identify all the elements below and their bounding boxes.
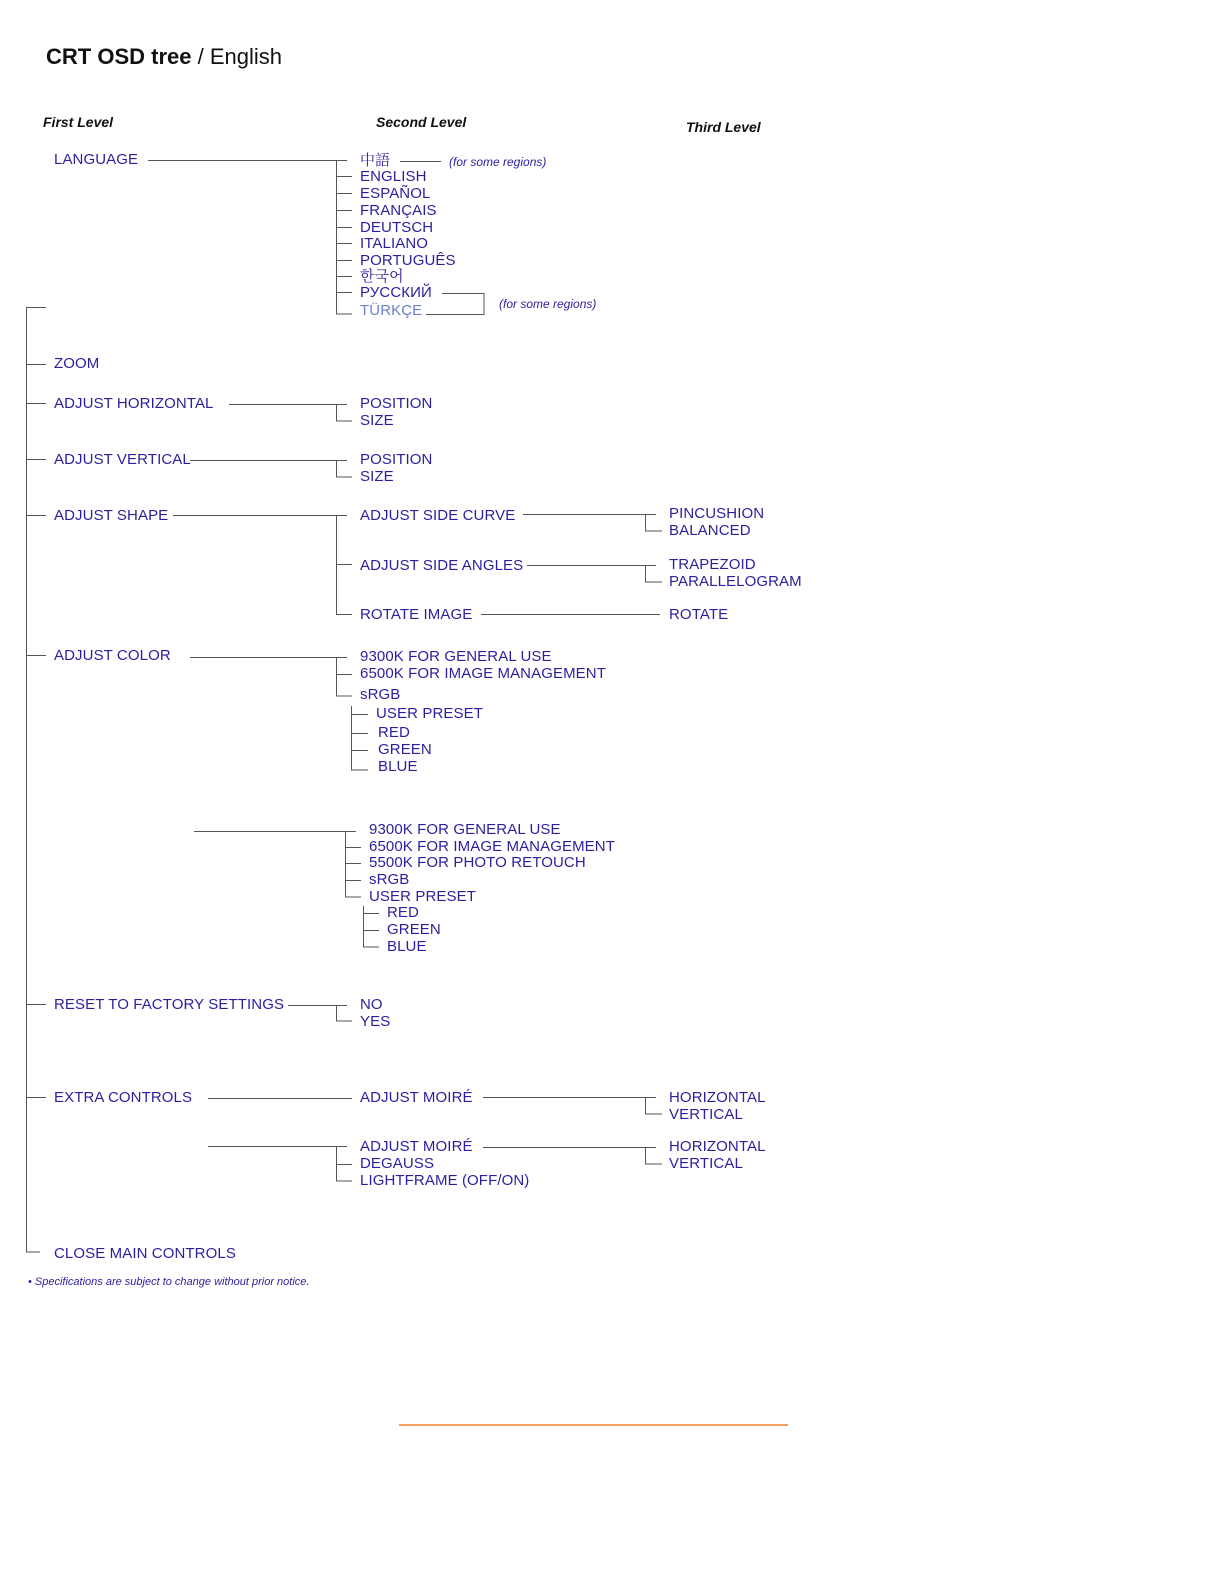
header-first-level: First Level <box>43 114 114 130</box>
color-alt-green[interactable]: GREEN <box>387 921 441 938</box>
lang-english[interactable]: ENGLISH <box>360 168 427 185</box>
menu-language[interactable]: LANGUAGE <box>54 151 139 168</box>
moire-alt-horizontal[interactable]: HORIZONTAL <box>669 1138 766 1155</box>
menu-reset-factory[interactable]: RESET TO FACTORY SETTINGS <box>54 996 285 1013</box>
lang-portugues[interactable]: PORTUGUÊS <box>360 252 456 269</box>
side-curve-balanced[interactable]: BALANCED <box>669 522 751 539</box>
lang-italiano[interactable]: ITALIANO <box>360 235 429 252</box>
moire-vertical[interactable]: VERTICAL <box>669 1106 743 1123</box>
title-bold: CRT OSD tree <box>46 44 192 69</box>
horizontal-size[interactable]: SIZE <box>360 412 394 429</box>
lang-deutsch[interactable]: DEUTSCH <box>360 219 434 236</box>
footnote: • Specifications are subject to change without prior notice. <box>28 1276 310 1288</box>
lang-turkish[interactable]: TÜRKÇE <box>360 302 423 319</box>
color-alt-6500k[interactable]: 6500K FOR IMAGE MANAGEMENT <box>369 838 615 855</box>
side-curve-pincushion[interactable]: PINCUSHION <box>669 505 765 522</box>
color-green[interactable]: GREEN <box>378 741 432 758</box>
adjust-side-angles[interactable]: ADJUST SIDE ANGLES <box>360 557 524 574</box>
menu-adjust-color[interactable]: ADJUST COLOR <box>54 647 171 664</box>
vertical-position[interactable]: POSITION <box>360 451 433 468</box>
color-srgb[interactable]: sRGB <box>360 686 401 703</box>
lightframe[interactable]: LIGHTFRAME (OFF/ON) <box>360 1172 530 1189</box>
vertical-size[interactable]: SIZE <box>360 468 394 485</box>
color-6500k[interactable]: 6500K FOR IMAGE MANAGEMENT <box>360 665 606 682</box>
color-alt-blue[interactable]: BLUE <box>387 938 427 955</box>
lang-chinese[interactable]: 中語 <box>360 152 391 169</box>
menu-close-main-controls[interactable]: CLOSE MAIN CONTROLS <box>54 1245 236 1262</box>
lang-korean[interactable]: 한국어 <box>360 268 404 285</box>
lang-espanol[interactable]: ESPAÑOL <box>360 185 431 202</box>
adjust-side-curve[interactable]: ADJUST SIDE CURVE <box>360 507 516 524</box>
menu-extra-controls[interactable]: EXTRA CONTROLS <box>54 1089 193 1106</box>
color-red[interactable]: RED <box>378 724 410 741</box>
color-alt-user-preset[interactable]: USER PRESET <box>369 888 476 905</box>
header-third-level: Third Level <box>686 119 761 135</box>
color-blue[interactable]: BLUE <box>378 758 418 775</box>
side-angles-trapezoid[interactable]: TRAPEZOID <box>669 556 756 573</box>
moire-horizontal[interactable]: HORIZONTAL <box>669 1089 766 1106</box>
menu-adjust-horizontal[interactable]: ADJUST HORIZONTAL <box>54 395 214 412</box>
color-alt-5500k[interactable]: 5500K FOR PHOTO RETOUCH <box>369 854 586 871</box>
side-angles-parallelogram[interactable]: PARALLELOGRAM <box>669 573 802 590</box>
color-9300k[interactable]: 9300K FOR GENERAL USE <box>360 648 552 665</box>
color-user-preset[interactable]: USER PRESET <box>376 705 483 722</box>
horizontal-position[interactable]: POSITION <box>360 395 433 412</box>
adjust-moire-alt[interactable]: ADJUST MOIRÉ <box>360 1138 473 1155</box>
menu-adjust-shape[interactable]: ADJUST SHAPE <box>54 507 169 524</box>
menu-zoom[interactable]: ZOOM <box>54 355 100 372</box>
reset-yes[interactable]: YES <box>360 1013 391 1030</box>
note-some-regions-chinese: (for some regions) <box>449 155 547 169</box>
note-some-regions-russian-turkish: (for some regions) <box>499 297 597 311</box>
reset-no[interactable]: NO <box>360 996 383 1013</box>
color-alt-red[interactable]: RED <box>387 904 419 921</box>
degauss[interactable]: DEGAUSS <box>360 1155 435 1172</box>
title-rest: / English <box>191 44 282 69</box>
color-alt-9300k[interactable]: 9300K FOR GENERAL USE <box>369 821 561 838</box>
lang-francais[interactable]: FRANÇAIS <box>360 202 437 219</box>
moire-alt-vertical[interactable]: VERTICAL <box>669 1155 743 1172</box>
adjust-moire[interactable]: ADJUST MOIRÉ <box>360 1089 473 1106</box>
menu-adjust-vertical[interactable]: ADJUST VERTICAL <box>54 451 191 468</box>
bottom-rule <box>399 1424 788 1426</box>
rotate-image[interactable]: ROTATE IMAGE <box>360 606 473 623</box>
header-second-level: Second Level <box>376 114 467 130</box>
lang-russian[interactable]: РУССКИЙ <box>360 284 432 301</box>
color-alt-srgb[interactable]: sRGB <box>369 871 410 888</box>
rotate[interactable]: ROTATE <box>669 606 729 623</box>
